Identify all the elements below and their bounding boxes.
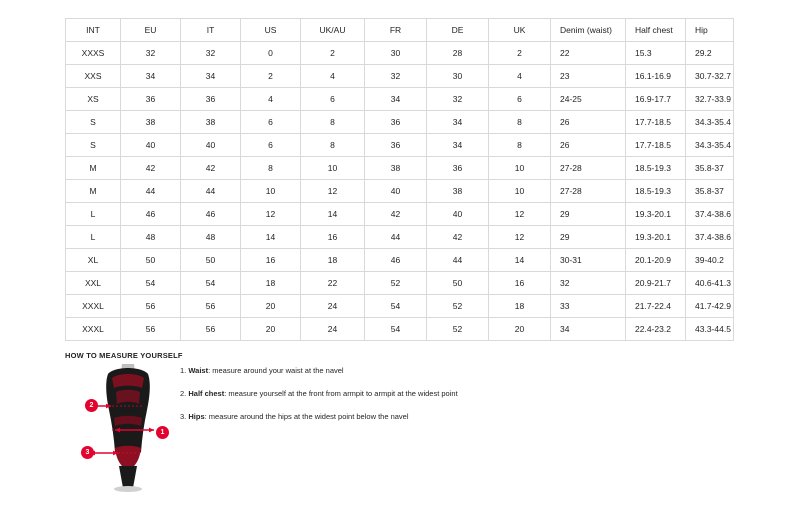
- cell-uk: 16: [489, 272, 551, 295]
- cell-half-chest: 22.4-23.2: [626, 318, 686, 341]
- column-header-hip: Hip: [686, 19, 734, 42]
- measure-badge-1: 1: [156, 426, 169, 439]
- cell-half-chest: 19.3-20.1: [626, 203, 686, 226]
- cell-hip: 37.4-38.6: [686, 226, 734, 249]
- cell-de: 42: [427, 226, 489, 249]
- cell-uk: 6: [489, 88, 551, 111]
- table-header-row: [66, 19, 734, 42]
- cell-de: 36: [427, 157, 489, 180]
- column-header-fr: FR: [365, 19, 427, 42]
- column-header-uk: UK: [489, 19, 551, 42]
- measure-instructions-list: [180, 365, 600, 434]
- cell-int: XL: [66, 249, 121, 272]
- table-row: [66, 272, 734, 295]
- cell-us: 6: [241, 111, 301, 134]
- cell-it: 42: [181, 157, 241, 180]
- table-row: [66, 203, 734, 226]
- column-header-eu: EU: [121, 19, 181, 42]
- cell-us: 18: [241, 272, 301, 295]
- cell-uk: 10: [489, 180, 551, 203]
- cell-us: 20: [241, 318, 301, 341]
- measure-item-number: 1.: [180, 366, 187, 375]
- cell-half-chest: 21.7-22.4: [626, 295, 686, 318]
- cell-hip: 35.8-37: [686, 180, 734, 203]
- cell-it: 34: [181, 65, 241, 88]
- cell-int: M: [66, 157, 121, 180]
- cell-de: 30: [427, 65, 489, 88]
- cell-us: 2: [241, 65, 301, 88]
- table-row: [66, 65, 734, 88]
- column-header-it: IT: [181, 19, 241, 42]
- cell-uk-au: 24: [301, 318, 365, 341]
- cell-hip: 34.3-35.4: [686, 134, 734, 157]
- cell-uk-au: 8: [301, 134, 365, 157]
- cell-us: 8: [241, 157, 301, 180]
- cell-us: 16: [241, 249, 301, 272]
- cell-fr: 52: [365, 272, 427, 295]
- cell-it: 32: [181, 42, 241, 65]
- cell-half-chest: 16.9-17.7: [626, 88, 686, 111]
- table-row: [66, 180, 734, 203]
- cell-fr: 40: [365, 180, 427, 203]
- cell-int: XS: [66, 88, 121, 111]
- cell-fr: 46: [365, 249, 427, 272]
- column-header-half-chest: Half chest: [626, 19, 686, 42]
- table-row: [66, 88, 734, 111]
- cell-eu: 38: [121, 111, 181, 134]
- cell-us: 10: [241, 180, 301, 203]
- cell-hip: 32.7-33.9: [686, 88, 734, 111]
- cell-fr: 36: [365, 111, 427, 134]
- cell-it: 38: [181, 111, 241, 134]
- table-row: [66, 111, 734, 134]
- cell-int: XXS: [66, 65, 121, 88]
- column-header-us: US: [241, 19, 301, 42]
- cell-denim: 33: [551, 295, 626, 318]
- cell-us: 20: [241, 295, 301, 318]
- mannequin-illustration: [78, 362, 178, 492]
- cell-de: 34: [427, 111, 489, 134]
- list-item: [180, 365, 600, 377]
- cell-eu: 56: [121, 318, 181, 341]
- cell-hip: 37.4-38.6: [686, 203, 734, 226]
- cell-int: XXXL: [66, 295, 121, 318]
- measure-item-number: 2.: [180, 389, 187, 398]
- cell-half-chest: 17.7-18.5: [626, 111, 686, 134]
- table-row: [66, 318, 734, 341]
- cell-de: 52: [427, 318, 489, 341]
- cell-uk-au: 22: [301, 272, 365, 295]
- cell-hip: 40.6-41.3: [686, 272, 734, 295]
- cell-denim: 24-25: [551, 88, 626, 111]
- measure-item-term: Waist: [188, 366, 209, 375]
- table-row: [66, 226, 734, 249]
- cell-int: L: [66, 226, 121, 249]
- cell-uk: 18: [489, 295, 551, 318]
- cell-int: S: [66, 134, 121, 157]
- column-header-denim-waist: Denim (waist): [551, 19, 626, 42]
- measure-item-text: : measure yourself at the front from armpit to armpit at the widest point: [224, 389, 458, 398]
- cell-it: 54: [181, 272, 241, 295]
- column-header-de: DE: [427, 19, 489, 42]
- cell-it: 36: [181, 88, 241, 111]
- cell-us: 12: [241, 203, 301, 226]
- cell-eu: 42: [121, 157, 181, 180]
- cell-eu: 48: [121, 226, 181, 249]
- table-row: [66, 295, 734, 318]
- cell-it: 50: [181, 249, 241, 272]
- cell-half-chest: 18.5-19.3: [626, 157, 686, 180]
- cell-fr: 32: [365, 65, 427, 88]
- cell-uk-au: 8: [301, 111, 365, 134]
- cell-fr: 36: [365, 134, 427, 157]
- cell-denim: 30-31: [551, 249, 626, 272]
- cell-uk-au: 16: [301, 226, 365, 249]
- cell-eu: 46: [121, 203, 181, 226]
- cell-us: 14: [241, 226, 301, 249]
- cell-eu: 36: [121, 88, 181, 111]
- cell-hip: 39-40.2: [686, 249, 734, 272]
- cell-int: XXXL: [66, 318, 121, 341]
- cell-eu: 54: [121, 272, 181, 295]
- cell-de: 40: [427, 203, 489, 226]
- cell-eu: 40: [121, 134, 181, 157]
- column-header-int: INT: [66, 19, 121, 42]
- cell-us: 6: [241, 134, 301, 157]
- cell-uk: 12: [489, 203, 551, 226]
- cell-uk-au: 4: [301, 65, 365, 88]
- cell-uk: 8: [489, 134, 551, 157]
- cell-int: M: [66, 180, 121, 203]
- measure-badge-3: 3: [81, 446, 94, 459]
- cell-it: 44: [181, 180, 241, 203]
- cell-us: 4: [241, 88, 301, 111]
- size-chart-table: [65, 18, 734, 341]
- cell-hip: 41.7-42.9: [686, 295, 734, 318]
- cell-de: 50: [427, 272, 489, 295]
- cell-fr: 42: [365, 203, 427, 226]
- cell-it: 40: [181, 134, 241, 157]
- cell-denim: 27-28: [551, 180, 626, 203]
- cell-int: L: [66, 203, 121, 226]
- cell-uk: 8: [489, 111, 551, 134]
- table-row: [66, 249, 734, 272]
- cell-hip: 30.7-32.7: [686, 65, 734, 88]
- cell-uk-au: 18: [301, 249, 365, 272]
- column-header-uk-au: UK/AU: [301, 19, 365, 42]
- cell-uk-au: 14: [301, 203, 365, 226]
- cell-denim: 29: [551, 203, 626, 226]
- cell-half-chest: 18.5-19.3: [626, 180, 686, 203]
- measure-item-text: : measure around the hips at the widest point below the navel: [204, 412, 409, 421]
- measure-item-term: Hips: [188, 412, 205, 421]
- cell-de: 44: [427, 249, 489, 272]
- cell-de: 38: [427, 180, 489, 203]
- cell-de: 34: [427, 134, 489, 157]
- cell-hip: 34.3-35.4: [686, 111, 734, 134]
- cell-hip: 29.2: [686, 42, 734, 65]
- cell-hip: 35.8-37: [686, 157, 734, 180]
- cell-half-chest: 17.7-18.5: [626, 134, 686, 157]
- cell-int: XXL: [66, 272, 121, 295]
- cell-half-chest: 16.1-16.9: [626, 65, 686, 88]
- table-row: [66, 157, 734, 180]
- cell-uk-au: 12: [301, 180, 365, 203]
- cell-uk: 14: [489, 249, 551, 272]
- cell-denim: 22: [551, 42, 626, 65]
- cell-it: 56: [181, 318, 241, 341]
- cell-half-chest: 19.3-20.1: [626, 226, 686, 249]
- cell-fr: 54: [365, 295, 427, 318]
- measure-item-number: 3.: [180, 412, 187, 421]
- cell-half-chest: 20.1-20.9: [626, 249, 686, 272]
- cell-uk-au: 24: [301, 295, 365, 318]
- measure-item-text: : measure around your waist at the navel: [208, 366, 344, 375]
- list-item: [180, 388, 600, 400]
- size-chart-table-wrapper: [65, 18, 733, 341]
- cell-de: 32: [427, 88, 489, 111]
- cell-eu: 32: [121, 42, 181, 65]
- cell-uk: 20: [489, 318, 551, 341]
- measure-item-term: Half chest: [188, 389, 225, 398]
- cell-it: 56: [181, 295, 241, 318]
- list-item: [180, 411, 600, 423]
- cell-uk: 12: [489, 226, 551, 249]
- cell-fr: 30: [365, 42, 427, 65]
- cell-uk: 10: [489, 157, 551, 180]
- cell-fr: 38: [365, 157, 427, 180]
- cell-it: 46: [181, 203, 241, 226]
- table-row: [66, 134, 734, 157]
- cell-int: S: [66, 111, 121, 134]
- cell-half-chest: 15.3: [626, 42, 686, 65]
- cell-denim: 26: [551, 134, 626, 157]
- cell-uk: 4: [489, 65, 551, 88]
- cell-uk-au: 6: [301, 88, 365, 111]
- cell-int: XXXS: [66, 42, 121, 65]
- cell-us: 0: [241, 42, 301, 65]
- cell-fr: 54: [365, 318, 427, 341]
- cell-eu: 34: [121, 65, 181, 88]
- measure-badge-2: 2: [85, 399, 98, 412]
- cell-half-chest: 20.9-21.7: [626, 272, 686, 295]
- cell-uk: 2: [489, 42, 551, 65]
- cell-denim: 29: [551, 226, 626, 249]
- cell-denim: 27-28: [551, 157, 626, 180]
- cell-eu: 56: [121, 295, 181, 318]
- cell-uk-au: 2: [301, 42, 365, 65]
- table-row: [66, 42, 734, 65]
- cell-de: 52: [427, 295, 489, 318]
- cell-denim: 32: [551, 272, 626, 295]
- cell-fr: 34: [365, 88, 427, 111]
- cell-denim: 23: [551, 65, 626, 88]
- cell-denim: 26: [551, 111, 626, 134]
- cell-de: 28: [427, 42, 489, 65]
- cell-eu: 50: [121, 249, 181, 272]
- cell-it: 48: [181, 226, 241, 249]
- cell-eu: 44: [121, 180, 181, 203]
- cell-fr: 44: [365, 226, 427, 249]
- cell-denim: 34: [551, 318, 626, 341]
- how-to-measure-title: HOW TO MEASURE YOURSELF: [65, 351, 183, 360]
- cell-hip: 43.3-44.5: [686, 318, 734, 341]
- cell-uk-au: 10: [301, 157, 365, 180]
